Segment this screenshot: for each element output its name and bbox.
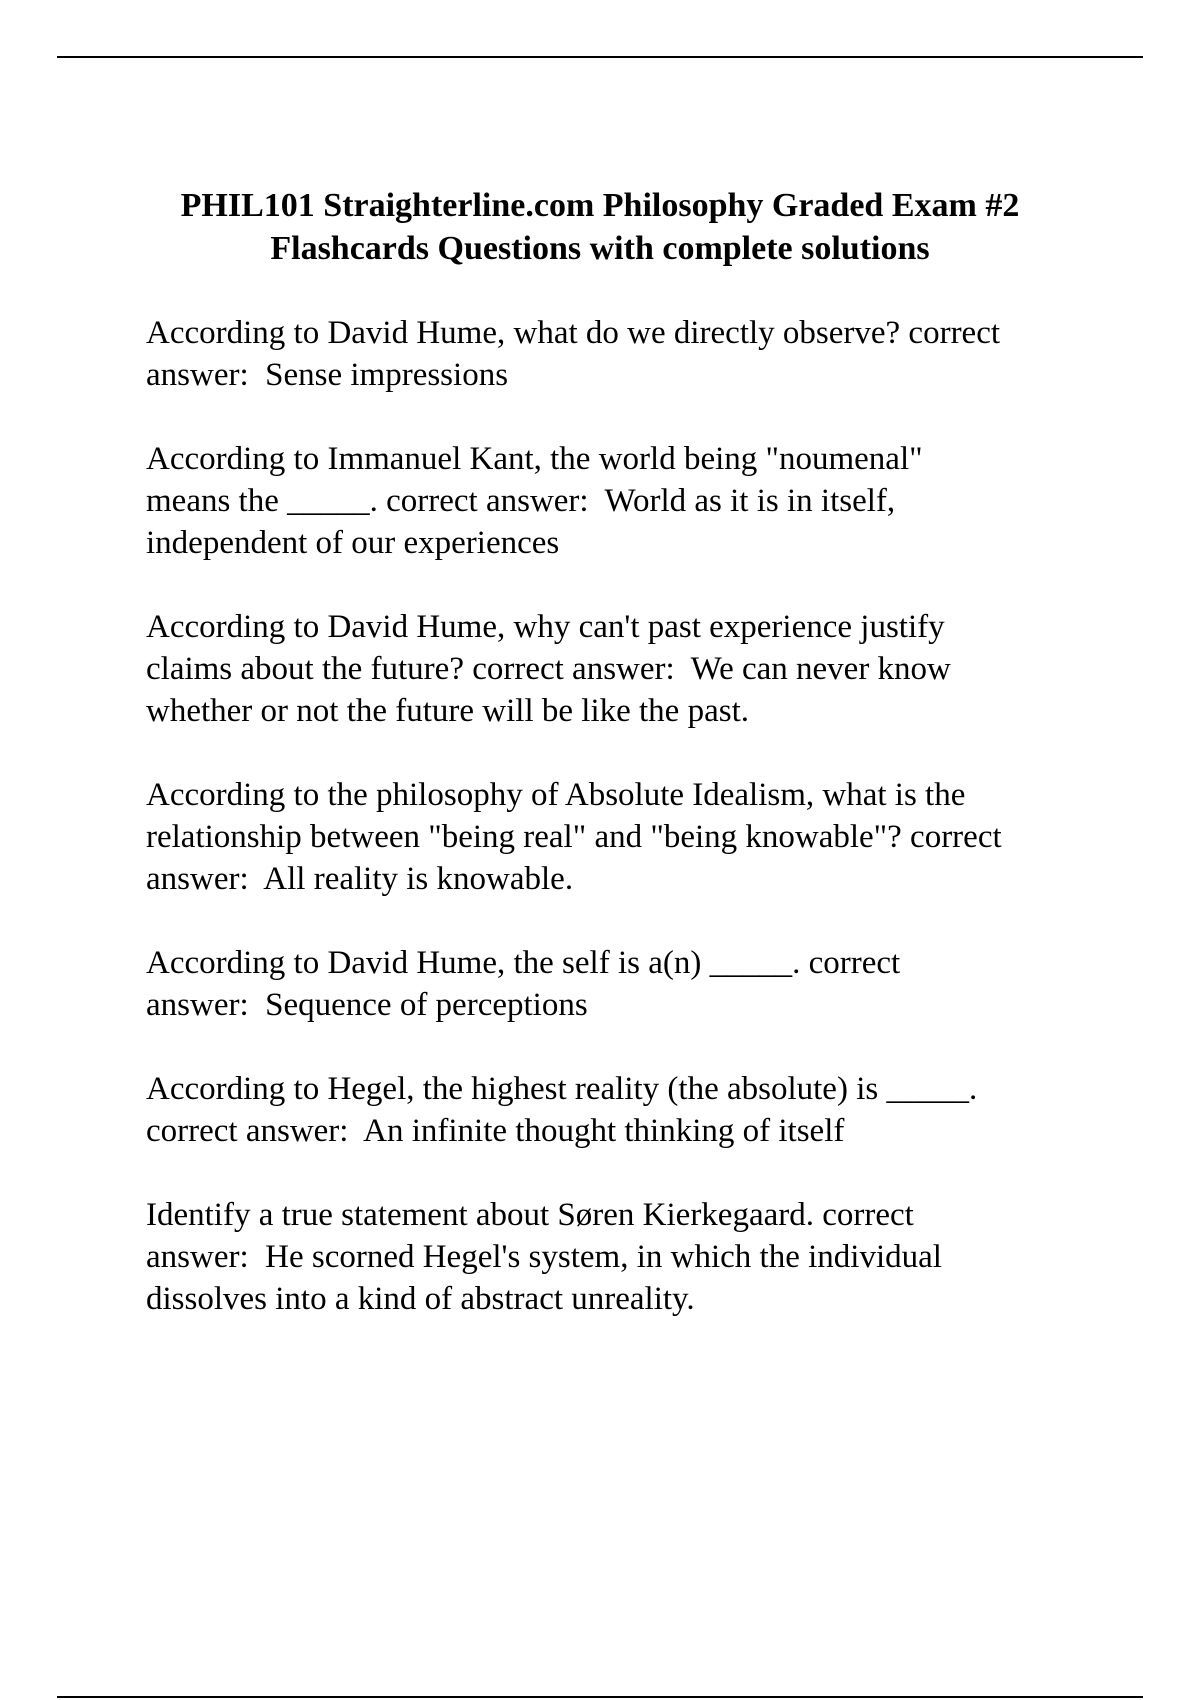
flashcard-5 bbox=[146, 942, 1106, 1026]
flashcard-1 bbox=[146, 312, 1106, 396]
flashcard-line: According to David Hume, what do we directly observe? correct bbox=[146, 315, 1001, 351]
flashcard-line: whether or not the future will be like the past. bbox=[146, 693, 749, 729]
flashcard-list bbox=[146, 312, 1106, 1362]
flashcard-line: According to Immanuel Kant, the world being "noumenal" bbox=[146, 441, 923, 477]
flashcard-line: According to David Hume, why can't past experience justify bbox=[146, 609, 945, 645]
flashcard-7 bbox=[146, 1194, 1106, 1320]
flashcard-line: answer: Sense impressions bbox=[146, 357, 509, 393]
flashcard-line: Identify a true statement about Søren Kierkegaard. correct bbox=[146, 1197, 914, 1233]
flashcard-2 bbox=[146, 438, 1106, 564]
flashcard-line: According to David Hume, the self is a(n) _____. correct bbox=[146, 945, 901, 981]
flashcard-3 bbox=[146, 606, 1106, 732]
title-line-2: Flashcards Questions with complete solutions bbox=[270, 230, 930, 267]
flashcard-line: independent of our experiences bbox=[146, 525, 560, 561]
flashcard-6 bbox=[146, 1068, 1106, 1152]
flashcard-line: relationship between "being real" and "being knowable"? correct bbox=[146, 819, 1002, 855]
title-line-1: PHIL101 Straighterline.com Philosophy Graded Exam #2 bbox=[180, 187, 1020, 224]
flashcard-line: According to Hegel, the highest reality (the absolute) is _____. bbox=[146, 1071, 978, 1107]
flashcard-line: answer: All reality is knowable. bbox=[146, 861, 574, 897]
flashcard-line: means the _____. correct answer: World as it is in itself, bbox=[146, 483, 896, 519]
flashcard-line: claims about the future? correct answer: We can never know bbox=[146, 651, 951, 687]
flashcard-line: dissolves into a kind of abstract unreality. bbox=[146, 1281, 695, 1317]
flashcard-line: According to the philosophy of Absolute Idealism, what is the bbox=[146, 777, 966, 813]
top-rule bbox=[57, 56, 1143, 58]
bottom-rule bbox=[57, 1696, 1143, 1698]
flashcard-line: answer: Sequence of perceptions bbox=[146, 987, 588, 1023]
flashcard-line: answer: He scorned Hegel's system, in which the individual bbox=[146, 1239, 942, 1275]
page-title bbox=[100, 184, 1100, 270]
flashcard-line: correct answer: An infinite thought thinking of itself bbox=[146, 1113, 845, 1149]
flashcard-4 bbox=[146, 774, 1106, 900]
